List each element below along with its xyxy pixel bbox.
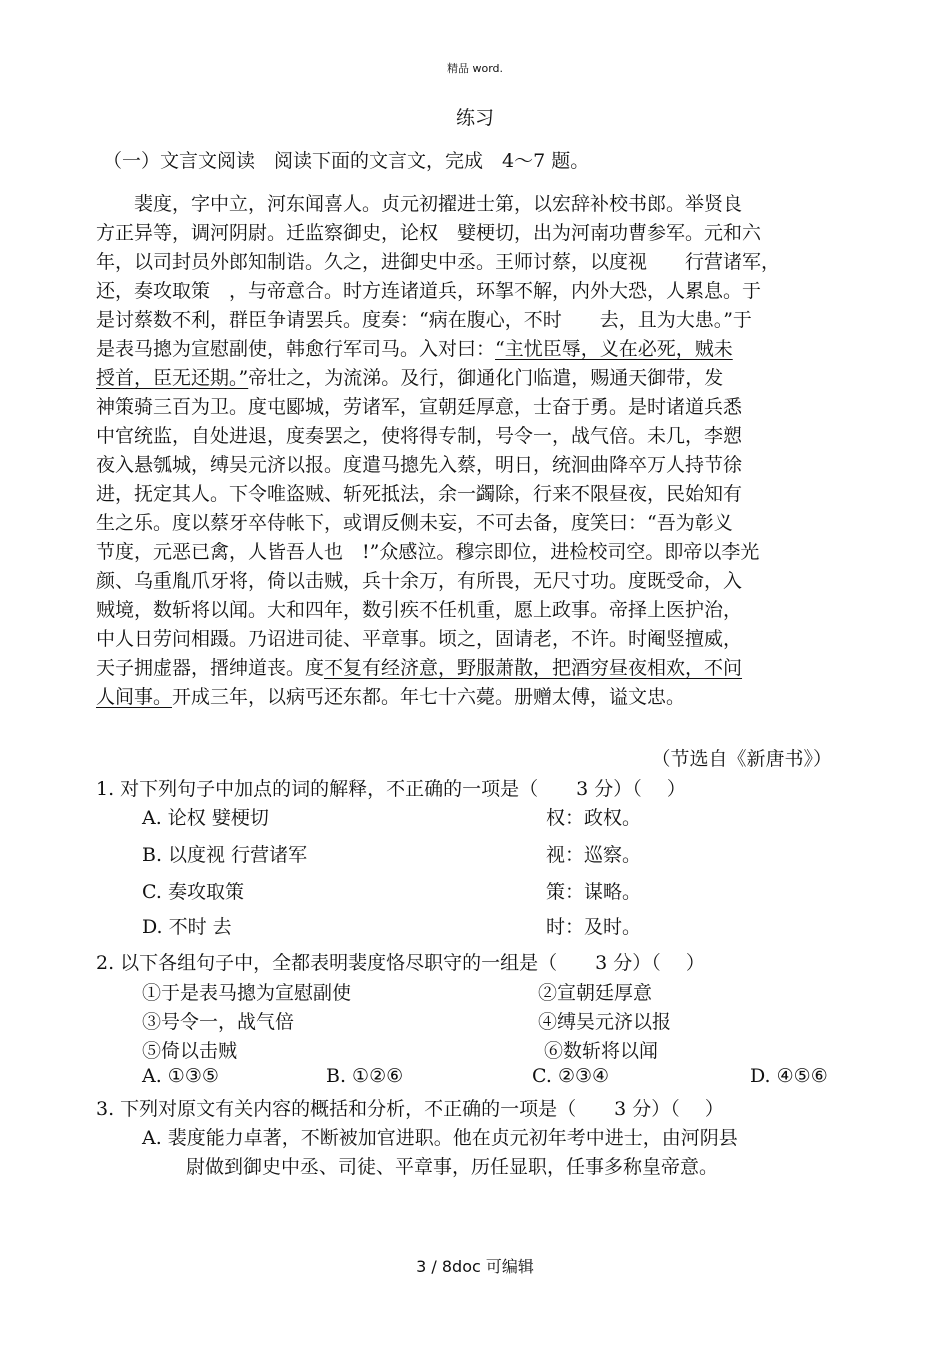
source-citation: （节选自《新唐书》）: [651, 748, 832, 770]
passage-line: [96, 335, 866, 364]
passage-line: 方正异等，调河阴尉。迁监察御史，论权 嬖梗切，出为河南功曹参军。元和六: [96, 222, 762, 244]
passage-line: 裴度，字中立，河东闻喜人。贞元初擢进士第，以宏辞补校书郎。举贤良: [96, 193, 743, 215]
page-footer: 3 / 8doc 可编辑: [416, 1257, 534, 1276]
question-1-stem: 1. 对下列句子中加点的词的解释，不正确的一项是（ 3 分）（ ）: [96, 778, 686, 800]
passage-line: 生之乐。度以蔡牙卒侍帐下，或谓反侧未妄，不可去备，度笑曰：“吾为彰义: [96, 512, 733, 534]
q2-item: ⑤倚以击贼: [142, 1040, 238, 1062]
underlined-sentence: 授首，臣无还期。”: [96, 367, 249, 389]
passage-line: [96, 654, 866, 683]
passage: [96, 190, 866, 712]
q1-option-c-explanation: 策：谋略。: [546, 881, 642, 903]
underlined-sentence: “主忧臣辱，义在必死，贼未: [495, 338, 733, 360]
q1-option-a: A. 论权 嬖梗切: [142, 807, 269, 829]
q2-item: ⑥数斩将以闻: [544, 1040, 659, 1062]
passage-text: 是表马摠为宣慰副使，韩愈行军司马。入对曰：: [96, 338, 496, 360]
q1-option-c: C. 奏攻取策: [142, 881, 244, 903]
passage-line: 中人日劳问相蹑。乃诏进司徒、平章事。顷之，固请老，不许。时阉竖擅威，: [96, 628, 743, 650]
q2-choice-b: B. ①②⑥: [326, 1065, 404, 1087]
passage-line: 夜入悬瓠城，缚吴元济以报。度遣马摠先入蔡，明日，统洄曲降卒万人持节徐: [96, 454, 743, 476]
passage-line: [96, 364, 866, 393]
passage-line: 是讨蔡数不利，群臣争请罢兵。度奏：“病在腹心，不时 去，且为大患。”于: [96, 309, 752, 331]
page-header: 精品 word.: [446, 62, 504, 75]
q2-item: ②宣朝廷厚意: [538, 982, 653, 1004]
passage-text: 开成三年，以病丐还东都。年七十六薨。册赠太傅，谥文忠。: [172, 686, 686, 708]
passage-line: [96, 683, 866, 712]
passage-line: 贼境，数斩将以闻。大和四年，数引疾不任机重，愿上政事。帝择上医护治，: [96, 599, 743, 621]
underlined-sentence: 不复有经济意，野服萧散，把酒穷昼夜相欢，不问: [324, 657, 743, 679]
passage-line: 神策骑三百为卫。度屯郾城，劳诸军，宣朝廷厚意，士奋于勇。是时诸道兵悉: [96, 396, 743, 418]
q3-option-a: A. 裴度能力卓著，不断被加官进职。他在贞元初年考中进士，由河阴县: [142, 1127, 738, 1149]
underlined-sentence: 人间事。: [96, 686, 173, 708]
q2-item: ①于是表马摠为宣慰副使: [142, 982, 352, 1004]
passage-line: 还，奏攻取策 ，与帝意合。时方连诸道兵，环挐不解，内外大恐，人累息。于: [96, 280, 762, 302]
q2-choice-a: A. ①③⑤: [142, 1065, 219, 1087]
q2-choice-c: C. ②③④: [532, 1065, 610, 1087]
question-2-stem: 2. 以下各组句子中，全都表明裴度恪尽职守的一组是（ 3 分）（ ）: [96, 952, 705, 974]
passage-text: 天子拥虚器，搢绅道丧。度: [96, 657, 325, 679]
passage-line: 进，抚定其人。下令唯盗贼、斩死抵法，余一蠲除，行来不限昼夜，民始知有: [96, 483, 743, 505]
q2-item: ④缚吴元济以报: [538, 1011, 672, 1033]
passage-text: 帝壮之，为流涕。及行，御通化门临遣，赐通天御带，发: [248, 367, 724, 389]
passage-line: 节度，元恶已禽，人皆吾人也 !”众感泣。穆宗即位，进检校司空。即帝以李光: [96, 541, 760, 563]
q1-option-b-explanation: 视：巡察。: [546, 844, 642, 866]
passage-line: 颜、乌重胤爪牙将，倚以击贼，兵十余万，有所畏，无尺寸功。度既受命，入: [96, 570, 743, 592]
q3-option-a-cont: 尉做到御史中丞、司徒、平章事，历任显职，任事多称皇帝意。: [186, 1156, 719, 1178]
section-heading: （一）文言文阅读 阅读下面的文言文，完成 4～7 题。: [103, 150, 590, 172]
q1-option-d-explanation: 时：及时。: [546, 916, 642, 938]
question-3-stem: 3. 下列对原文有关内容的概括和分析，不正确的一项是（ 3 分）（ ）: [96, 1098, 724, 1120]
q2-item: ③号令一，战气倍: [142, 1011, 295, 1033]
q1-option-b: B. 以度视 行营诸军: [142, 844, 308, 866]
q1-option-d: D. 不时 去: [142, 916, 232, 938]
q2-choice-d: D. ④⑤⑥: [750, 1065, 828, 1087]
passage-line: 中官统监，自处进退，度奏罢之，使将得专制，号令一，战气倍。未几，李愬: [96, 425, 743, 447]
page-title: 练习: [455, 107, 494, 129]
passage-line: 年，以司封员外郎知制诰。久之，进御史中丞。王师讨蔡，以度视 行营诸军，: [96, 251, 781, 273]
q1-option-a-explanation: 权：政权。: [546, 807, 642, 829]
